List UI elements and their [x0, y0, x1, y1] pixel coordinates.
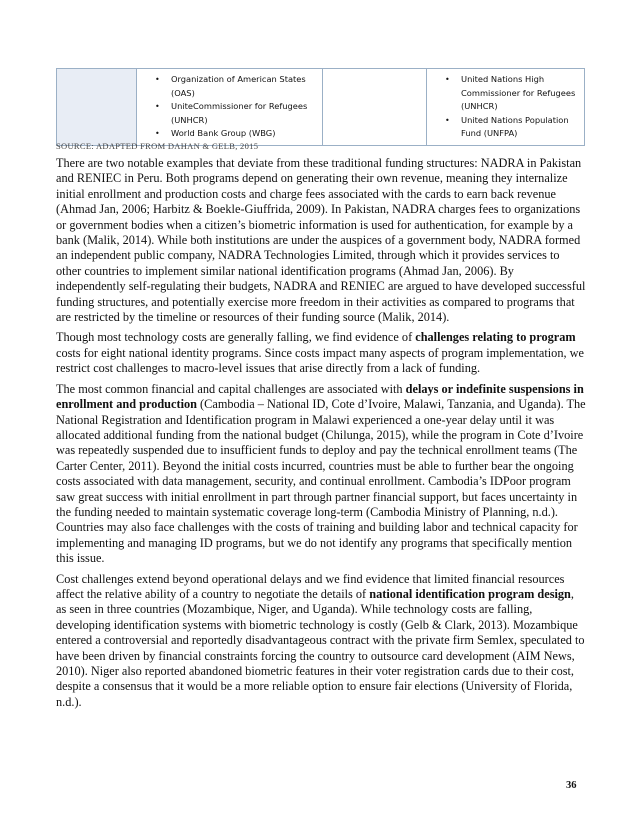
funding-sources-table: [56, 68, 585, 146]
table-cell-empty: [57, 69, 137, 146]
paragraph-delays: The most common financial and capital challenges are associated with delays or indefinite suspensions in enrollment and production (Cambodia – National ID, Cote d’Ivoire, Malawi, Tanzania, and Uganda). The National Registration and Identification program in Malawi experienced a one-year delay until it was allocated additional funding from the national budget (Chilunga, 2015), while the program in Cote d’Ivoire was repeatedly suspended due to insufficient funds to deploy and pay the technical enrollment teams (The Carter Center, 2011). Beyond the initial costs incurred, countries must be able to further bear the ongoing costs associated with data management, security, and continual enrollment. Cambodia’s IDPoor program saw great success with initial enrollment in part through partner financial support, but faces uncertainty in the funding needed to maintain systematic coverage long-term (Cambodia Ministry of Planning, n.d.). Countries may also face challenges with the costs of training and building labor and technical capacity for implementing and managing ID programs, but we do not identify any programs that specifically mention this issue.: [56, 381, 586, 566]
paragraph-program-design: Cost challenges extend beyond operational delays and we find evidence that limited financial resources affect the relative ability of a country to negotiate the details of national identification program design, as seen in three countries (Mozambique, Niger, and Uganda). While technology costs are falling, developing identification systems with biometric technology is costly (Gelb & Clark, 2013). Mozambique entered a controversial and reportedly disadvantageous contract with the private firm Semlex, speculated to have been driven by financial constraints forcing the country to outsource card development (AIM News, 2010). Niger also reported abandoned biometric features in their voter registration cards due to their cost, despite a consensus that it would be a more reliable option to ensure fair elections (University of Florida, n.d.).: [56, 571, 585, 709]
paragraph-funding-structures: There are two notable examples that deviate from these traditional funding structures: NADRA in Pakistan and RENIEC in Peru. Both programs depend on generating their own revenue, meaning they internalize initial enrollment and production costs and charge fees associated with the cards to earn back revenue (Ahmad Jan, 2006; Harbitz & Boekle-Giuffrida, 2009). In Pakistan, NADRA charges fees to organizations or government bodies when a citizen’s biometric information is used for authentication, for example by a bank (Malik, 2014). While both institutions are under the auspices of a government body, NADRA formed an independent public company, NADRA Technologies Limited, through which it provides services to other countries to implement similar national identification programs (Ahmad Jan, 2006). By independently self-regulating their budgets, NADRA and RENIEC are argued to have developed successful funding structures, and potentially exercise more freedom in their activities as compared to programs that are restricted by the timeline or resources of their funding source (Malik, 2014).: [56, 156, 586, 325]
bold-phrase: delays or indefinite suspensions in enrollment and production: [56, 381, 584, 412]
bold-phrase: national identification program design: [369, 586, 571, 601]
page-number: 36: [566, 780, 577, 791]
table-cell-organizations: [137, 69, 323, 146]
table-cell-un-agencies: [427, 69, 585, 146]
organization-list: [137, 73, 322, 141]
body-text: [56, 156, 586, 715]
list-item: • Organization of American States (OAS): [155, 74, 306, 98]
list-item: • United Nations Population Fund (UNFPA): [445, 114, 569, 138]
un-agency-list: [427, 73, 584, 141]
list-item: • UniteCommissioner for Refugees (UNHCR): [155, 101, 308, 125]
table-cell-empty: [323, 69, 427, 146]
table-source-caption: SOURCE: ADAPTED FROM DAHAN & GELB, 2015: [56, 141, 259, 151]
bullet-icon: •: [445, 115, 450, 125]
bullet-icon: •: [155, 129, 160, 138]
bullet-icon: •: [155, 102, 160, 111]
bullet-icon: •: [445, 75, 450, 84]
table-row: [57, 69, 585, 146]
paragraph-cost-challenges: Though most technology costs are generally falling, we find evidence of challenges relating to program costs for eight national identity programs. Since costs impact many aspects of program implementation, we restrict cost challenges to macro-level issues that arise directly from a lack of funding.: [56, 330, 584, 376]
funding-table-fragment: [56, 68, 584, 146]
bold-phrase: challenges relating to program: [415, 330, 576, 345]
list-item: • World Bank Group (WBG): [155, 127, 322, 141]
list-item: • United Nations High Commissioner for Refugees (UNHCR): [445, 74, 576, 111]
bullet-icon: •: [155, 75, 160, 84]
